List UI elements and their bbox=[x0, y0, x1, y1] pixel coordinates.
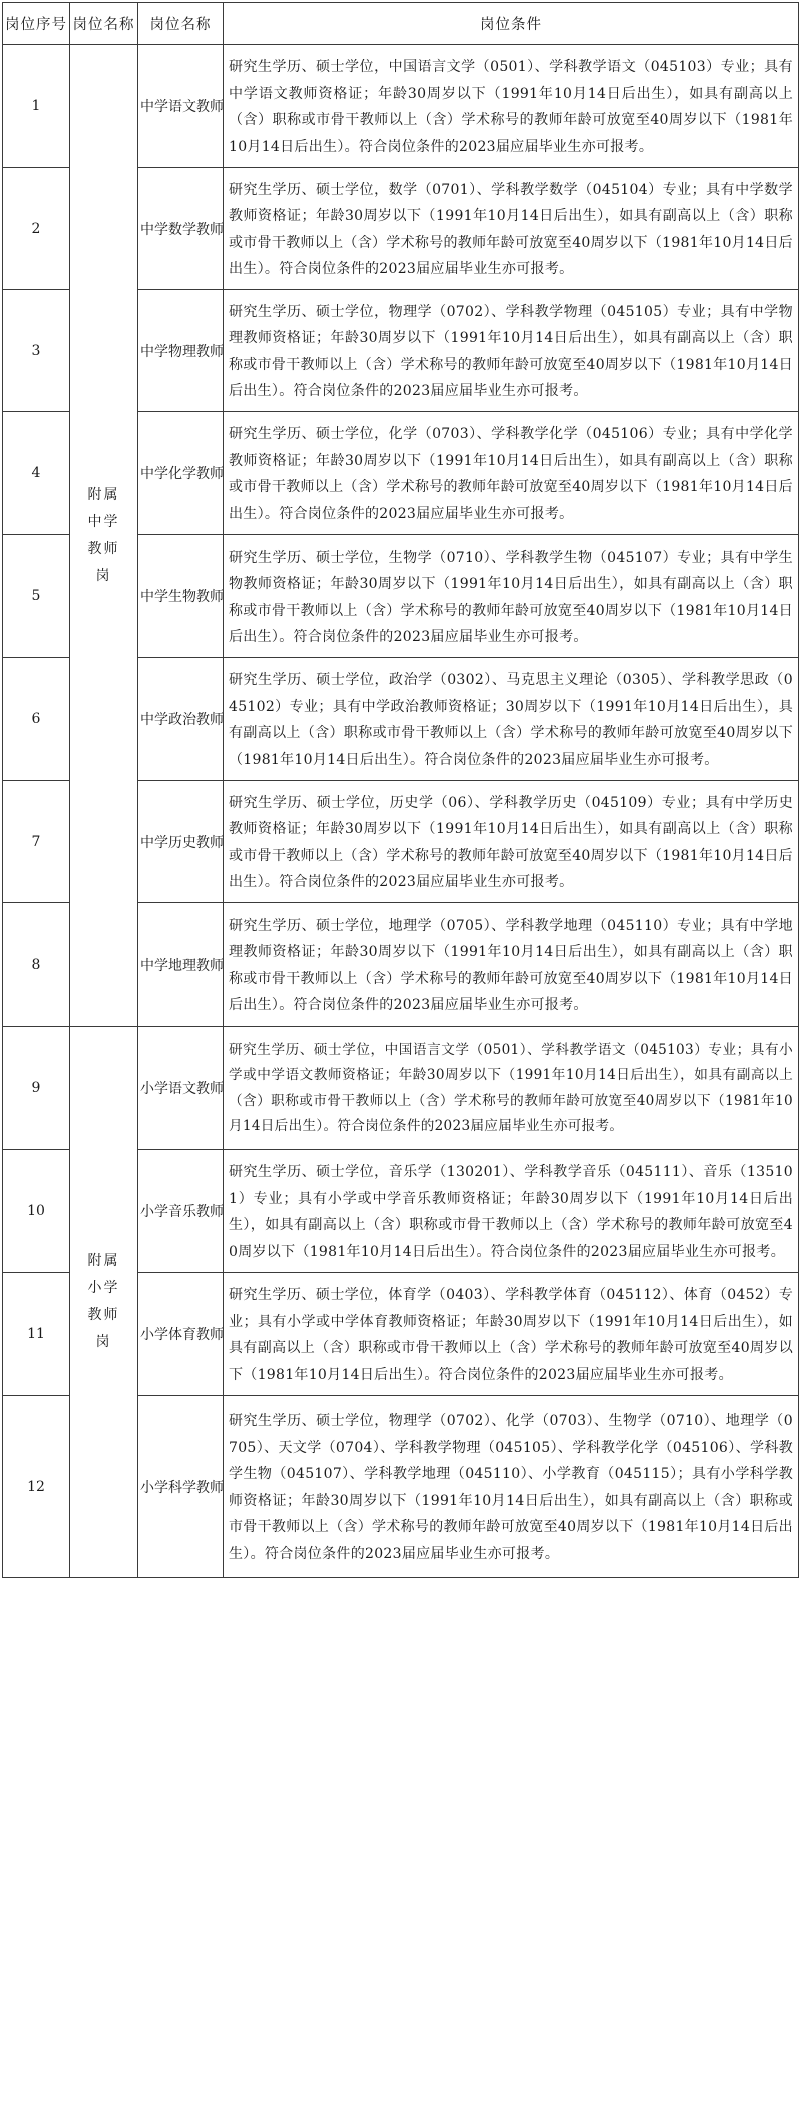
post-conditions: 研究生学历、硕士学位，物理学（0702）、学科教学物理（045105）专业；具有中学物理教师资格证；年龄30周岁以下（1991年10月14日后出生），如具有副高以上（含）职称或市骨干教师以上（含）学术称号的教师年龄可放宽至40周岁以下（1981年10月14日后出生）。符合岗位条件的2023届应届毕业生亦可报考。 bbox=[224, 290, 799, 412]
post-name: 小学语文教师 bbox=[138, 1027, 224, 1150]
post-name: 中学历史教师 bbox=[138, 781, 224, 903]
post-conditions: 研究生学历、硕士学位，政治学（0302）、马克思主义理论（0305）、学科教学思政（045102）专业；具有中学政治教师资格证；30周岁以下（1991年10月14日后出生），具有副高以上（含）职称或市骨干教师以上（含）学术称号的教师年龄可放宽至40周岁以下（1981年10月14日后出生）。符合岗位条件的2023届应届毕业生亦可报考。 bbox=[224, 658, 799, 781]
row-number: 5 bbox=[3, 535, 70, 658]
post-conditions: 研究生学历、硕士学位，地理学（0705）、学科教学地理（045110）专业；具有中学地理教师资格证；年龄30周岁以下（1991年10月14日后出生），如具有副高以上（含）职称或市骨干教师以上（含）学术称号的教师年龄可放宽至40周岁以下（1981年10月14日后出生）。符合岗位条件的2023届应届毕业生亦可报考。 bbox=[224, 903, 799, 1027]
row-number: 10 bbox=[3, 1150, 70, 1273]
table-row bbox=[3, 1027, 799, 1150]
post-conditions: 研究生学历、硕士学位，音乐学（130201）、学科教学音乐（045111）、音乐（135101）专业；具有小学或中学音乐教师资格证；年龄30周岁以下（1991年10月14日后出生），如具有副高以上（含）职称或市骨干教师以上（含）学术称号的教师年龄可放宽至40周岁以下（1981年10月14日后出生）。符合岗位条件的2023届应届毕业生亦可报考。 bbox=[224, 1150, 799, 1273]
header-post-conditions: 岗位条件 bbox=[224, 3, 799, 45]
post-name: 小学体育教师 bbox=[138, 1273, 224, 1396]
post-name: 中学化学教师 bbox=[138, 412, 224, 535]
row-number: 3 bbox=[3, 290, 70, 412]
row-number: 11 bbox=[3, 1273, 70, 1396]
row-number: 7 bbox=[3, 781, 70, 903]
group-middle-school: 附属中学教师岗 bbox=[70, 45, 138, 1027]
post-name: 中学数学教师 bbox=[138, 168, 224, 290]
post-conditions: 研究生学历、硕士学位，生物学（0710）、学科教学生物（045107）专业；具有中学生物教师资格证；年龄30周岁以下（1991年10月14日后出生），如具有副高以上（含）职称或市骨干教师以上（含）学术称号的教师年龄可放宽至40周岁以下（1981年10月14日后出生）。符合岗位条件的2023届应届毕业生亦可报考。 bbox=[224, 535, 799, 658]
post-name: 中学地理教师 bbox=[138, 903, 224, 1027]
row-number: 12 bbox=[3, 1396, 70, 1578]
post-conditions: 研究生学历、硕士学位，中国语言文学（0501）、学科教学语文（045103）专业；具有中学语文教师资格证；年龄30周岁以下（1991年10月14日后出生），如具有副高以上（含）职称或市骨干教师以上（含）学术称号的教师年龄可放宽至40周岁以下（1981年10月14日后出生）。符合岗位条件的2023届应届毕业生亦可报考。 bbox=[224, 45, 799, 168]
post-name: 中学生物教师 bbox=[138, 535, 224, 658]
post-conditions: 研究生学历、硕士学位，历史学（06）、学科教学历史（045109）专业；具有中学历史教师资格证；年龄30周岁以下（1991年10月14日后出生），如具有副高以上（含）职称或市骨干教师以上（含）学术称号的教师年龄可放宽至40周岁以下（1981年10月14日后出生）。符合岗位条件的2023届应届毕业生亦可报考。 bbox=[224, 781, 799, 903]
post-conditions: 研究生学历、硕士学位，化学（0703）、学科教学化学（045106）专业；具有中学化学教师资格证；年龄30周岁以下（1991年10月14日后出生），如具有副高以上（含）职称或市骨干教师以上（含）学术称号的教师年龄可放宽至40周岁以下（1981年10月14日后出生）。符合岗位条件的2023届应届毕业生亦可报考。 bbox=[224, 412, 799, 535]
row-number: 9 bbox=[3, 1027, 70, 1150]
post-conditions: 研究生学历、硕士学位，体育学（0403）、学科教学体育（045112）、体育（0452）专业；具有小学或中学体育教师资格证；年龄30周岁以下（1991年10月14日后出生），如具有副高以上（含）职称或市骨干教师以上（含）学术称号的教师年龄可放宽至40周岁以下（1981年10月14日后出生）。符合岗位条件的2023届应届毕业生亦可报考。 bbox=[224, 1273, 799, 1396]
group-primary-school: 附属小学教师岗 bbox=[70, 1027, 138, 1578]
post-name: 中学政治教师 bbox=[138, 658, 224, 781]
row-number: 8 bbox=[3, 903, 70, 1027]
recruitment-table bbox=[2, 2, 799, 1578]
row-number: 4 bbox=[3, 412, 70, 535]
header-post-category: 岗位名称 bbox=[70, 3, 138, 45]
post-name: 中学物理教师 bbox=[138, 290, 224, 412]
post-conditions: 研究生学历、硕士学位，数学（0701）、学科教学数学（045104）专业；具有中学数学教师资格证；年龄30周岁以下（1991年10月14日后出生），如具有副高以上（含）职称或市骨干教师以上（含）学术称号的教师年龄可放宽至40周岁以下（1981年10月14日后出生）。符合岗位条件的2023届应届毕业生亦可报考。 bbox=[224, 168, 799, 290]
post-conditions: 研究生学历、硕士学位，中国语言文学（0501）、学科教学语文（045103）专业；具有小学或中学语文教师资格证；年龄30周岁以下（1991年10月14日后出生），如具有副高以上（含）职称或市骨干教师以上（含）学术称号的教师年龄可放宽至40周岁以下（1981年10月14日后出生）。符合岗位条件的2023届应届毕业生亦可报考。 bbox=[224, 1027, 799, 1150]
row-number: 6 bbox=[3, 658, 70, 781]
table-header-row bbox=[3, 3, 799, 45]
table-row bbox=[3, 45, 799, 168]
post-name: 小学音乐教师 bbox=[138, 1150, 224, 1273]
header-post-name: 岗位名称 bbox=[138, 3, 224, 45]
post-name: 中学语文教师 bbox=[138, 45, 224, 168]
header-post-number: 岗位序号 bbox=[3, 3, 70, 45]
row-number: 2 bbox=[3, 168, 70, 290]
row-number: 1 bbox=[3, 45, 70, 168]
post-conditions: 研究生学历、硕士学位，物理学（0702）、化学（0703）、生物学（0710）、地理学（0705）、天文学（0704）、学科教学物理（045105）、学科教学化学（045106）、学科教学生物（045107）、学科教学地理（045110）、小学教育（045115）；具有小学科学教师资格证；年龄30周岁以下（1991年10月14日后出生），如具有副高以上（含）职称或市骨干教师以上（含）学术称号的教师年龄可放宽至40周岁以下（1981年10月14日后出生）。符合岗位条件的2023届应届毕业生亦可报考。 bbox=[224, 1396, 799, 1578]
post-name: 小学科学教师 bbox=[138, 1396, 224, 1578]
